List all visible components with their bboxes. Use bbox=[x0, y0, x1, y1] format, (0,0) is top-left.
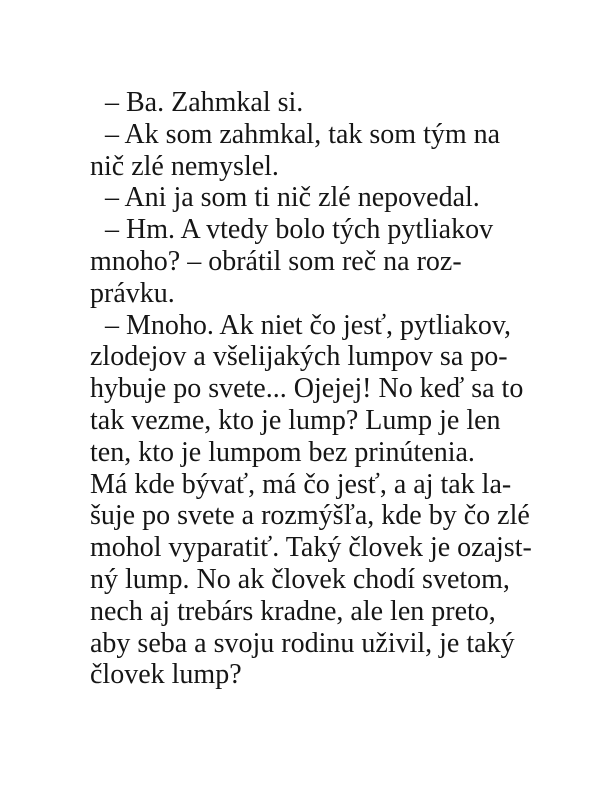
text-line: aby seba a svoju rodinu uživil, je taký bbox=[90, 627, 515, 659]
paragraph bbox=[90, 310, 560, 692]
text-line: – Ba. Zahmkal si. bbox=[105, 87, 304, 118]
paragraph bbox=[90, 182, 560, 214]
text-line: hybuje po svete... Ojejej! No keď sa to bbox=[90, 373, 524, 405]
text-line: ten, kto je lumpom bez prinútenia. bbox=[90, 436, 475, 468]
page-text bbox=[90, 87, 560, 691]
text-line: – Ani ja som ti nič zlé nepovedal. bbox=[105, 182, 480, 214]
text-line: zlodejov a všelijakých lumpov sa po- bbox=[90, 341, 508, 373]
text-line: nech aj trebárs kradne, ale len preto, bbox=[90, 595, 496, 627]
text-line: ný lump. No ak človek chodí svetom, bbox=[90, 563, 510, 595]
paragraph bbox=[90, 119, 560, 183]
text-line: tak vezme, kto je lump? Lump je len bbox=[90, 404, 501, 436]
text-line: právku. bbox=[90, 277, 175, 309]
text-line: mohol vyparatiť. Taký človek je ozajst- bbox=[90, 532, 532, 564]
paragraph bbox=[90, 87, 560, 119]
text-line: nič zlé nemyslel. bbox=[90, 150, 279, 182]
text-line: šuje po svete a rozmýšľa, kde by čo zlé bbox=[90, 500, 530, 532]
text-line: – Mnoho. Ak niet čo jesť, pytliakov, bbox=[105, 309, 511, 341]
text-line: Má kde bývať, má čo jesť, a aj tak la- bbox=[90, 468, 512, 500]
text-line: – Hm. A vtedy bolo tých pytliakov bbox=[105, 214, 494, 246]
text-line: človek lump? bbox=[90, 659, 242, 691]
paragraph bbox=[90, 214, 560, 309]
text-line: mnoho? – obrátil som reč na roz- bbox=[90, 245, 462, 277]
text-line: – Ak som zahmkal, tak som tým na bbox=[105, 118, 501, 150]
